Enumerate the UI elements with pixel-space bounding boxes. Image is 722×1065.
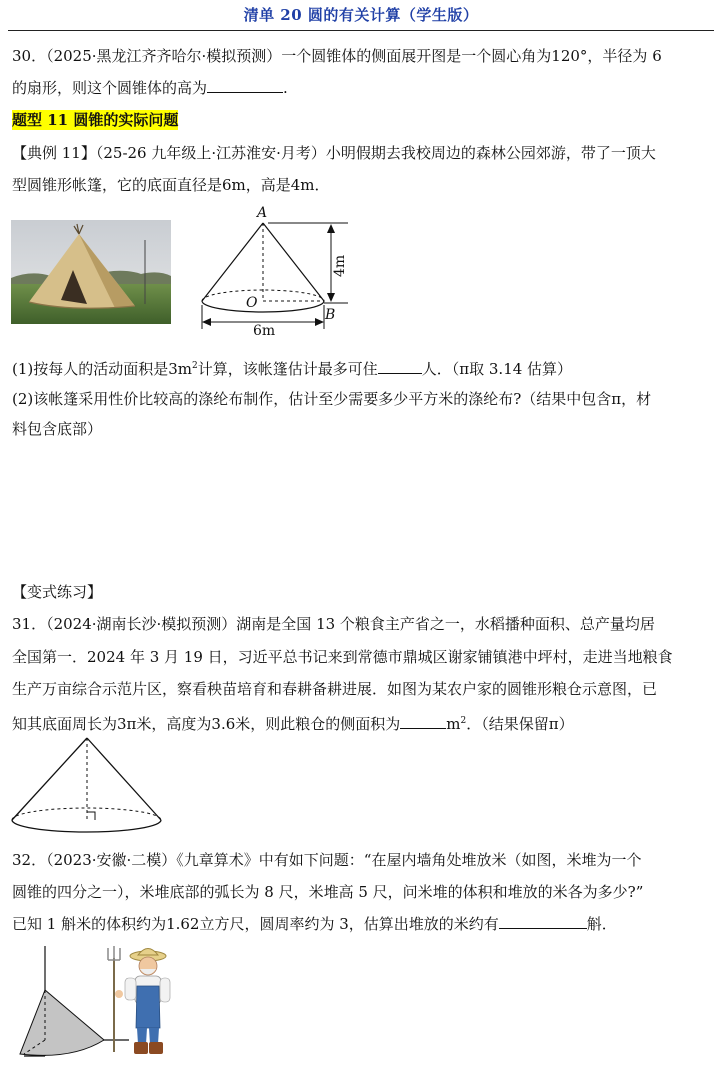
header-divider: [8, 30, 714, 31]
q32-line-3: [12, 914, 716, 934]
q32-answer-blank[interactable]: [499, 914, 587, 929]
example-line-2: 型圆锥形帐篷，它的底面直径是6m，高是4m．: [12, 176, 330, 194]
q30-text: 的扇形，则这个圆锥体的高为: [12, 79, 208, 97]
q31-line-2: 全国第一．2024 年 3 月 19 日，习近平总书记来到常德市鼎城区谢家铺镇港中坪村，走进当地粮食: [12, 648, 673, 666]
example-line-1: 【典例 11】（25-26 九年级上·江苏淮安·月考）小明假期去我校周边的森林公园郊游，带了一顶大: [12, 144, 656, 162]
label-height: 4m: [332, 254, 348, 277]
label-diameter: 6m: [253, 323, 276, 339]
page-title: 清单 20 圆的有关计算（学生版）: [243, 6, 479, 24]
q32-text-a: 已知 1 斛米的体积约为1.62立方尺，圆周率约为 3，估算出堆放的米约有: [12, 915, 499, 933]
tent-photo: [11, 220, 171, 324]
label-b: B: [325, 307, 336, 323]
section-heading: [12, 110, 716, 130]
q31-line-3: 生产万亩综合示范片区，察看秧苗培育和春耕备耕进展．如图为某农户家的圆锥形粮仓示意图，已: [12, 680, 658, 698]
part1-answer-blank[interactable]: [378, 359, 422, 374]
section-title: 题型 11 圆锥的实际问题: [12, 111, 179, 129]
q30-period: .: [283, 79, 288, 97]
farmer-illustration: [104, 944, 172, 1058]
q32-text-b: 斛．: [586, 915, 617, 933]
example-part-2-line-1: (2)该帐篷采用性价比较高的涤纶布制作，估计至少需要多少平方米的涤纶布?（结果中包含π，材: [12, 390, 652, 408]
q30-line-2: [12, 78, 716, 98]
q31-text-a: 知其底面周长为3π米，高度为3.6米，则此粮仓的侧面积为: [12, 715, 401, 733]
q31-unit-sup: 2: [460, 716, 467, 726]
q31-answer-blank[interactable]: [400, 714, 446, 729]
part1-sup: 2: [192, 361, 198, 371]
example-part-1: [12, 356, 716, 379]
q32-line-2: 圆锥的四分之一），米堆底部的弧长为 8 尺，米堆高 5 尺，问米堆的体积和堆放的米各为多少?”: [12, 883, 644, 901]
q31-unit: m: [446, 715, 461, 733]
example-part-2-line-2: 料包含底部）: [12, 420, 103, 438]
q31-line-1: 31．（2024·湖南长沙·模拟预测）湖南是全国 13 个粮食主产省之一，水稻播种面积、总产量均居: [12, 615, 655, 633]
part1-text-a: (1)按每人的活动面积是3m: [12, 360, 193, 378]
practice-title: 【变式练习】: [12, 583, 103, 601]
granary-cone-diagram: [8, 736, 168, 836]
q31-text-c: ．（结果保留π）: [466, 715, 574, 733]
label-a: A: [257, 205, 268, 221]
part1-text-b: 计算，该帐篷估计最多可住: [197, 360, 378, 378]
q31-line-4: [12, 711, 716, 734]
cone-diagram: [190, 205, 370, 340]
label-o: O: [246, 295, 258, 311]
q30-answer-blank[interactable]: [207, 78, 283, 93]
q32-line-1: 32．（2023·安徽·二模）《九章算术》中有如下问题：“在屋内墙角处堆放米（如图，米堆为一个: [12, 851, 642, 869]
q30-line-1: 30．（2025·黑龙江齐齐哈尔·模拟预测）一个圆锥体的侧面展开图是一个圆心角为120°，半径为 6: [12, 47, 662, 65]
part1-text-c: 人．（π取 3.14 估算）: [421, 360, 573, 378]
